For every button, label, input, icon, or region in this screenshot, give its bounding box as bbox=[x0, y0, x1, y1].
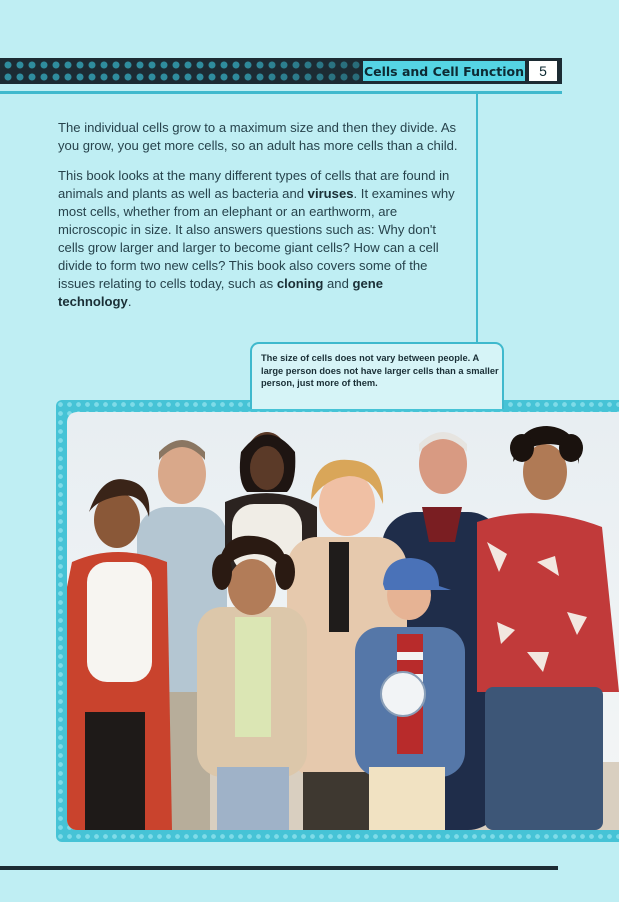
group-photo-illustration bbox=[67, 412, 619, 830]
paragraph-2 bbox=[58, 167, 458, 311]
glossary-term-cloning: cloning bbox=[276, 276, 324, 291]
header-dot-fade bbox=[230, 58, 362, 84]
paragraph-2-and: and bbox=[323, 276, 353, 291]
paragraph-2-end: . bbox=[127, 294, 132, 309]
page-number: 5 bbox=[529, 61, 557, 81]
body-text bbox=[58, 119, 458, 323]
photo-caption: The size of cells does not vary between people. A large person does not have larger cells than a smaller person, just more of them. bbox=[261, 353, 499, 388]
group-photo bbox=[67, 412, 619, 830]
glossary-term-gene-technology: gene technology bbox=[58, 276, 384, 309]
footer-divider bbox=[0, 866, 558, 870]
paragraph-1: The individual cells grow to a maximum size and then they divide. As you grow, you get more cells, so an adult has more cells than a child. bbox=[58, 120, 458, 153]
paragraph-2-start: This book looks at the many different types of cells that are found in animals and plants as well as bacteria and bbox=[58, 168, 450, 201]
glossary-term-viruses: viruses bbox=[307, 186, 354, 201]
chapter-title: Cells and Cell Function bbox=[363, 61, 525, 81]
paragraph-2-mid: . It examines why most cells, whether from an elephant or an earthworm, are microscopic in size. It also answers questions such as: Why don't cells grow larger and larger to become giant cells? How can a cell divide to form two new cells? This book also covers some of the issues relating to cells today, such as bbox=[58, 186, 455, 291]
